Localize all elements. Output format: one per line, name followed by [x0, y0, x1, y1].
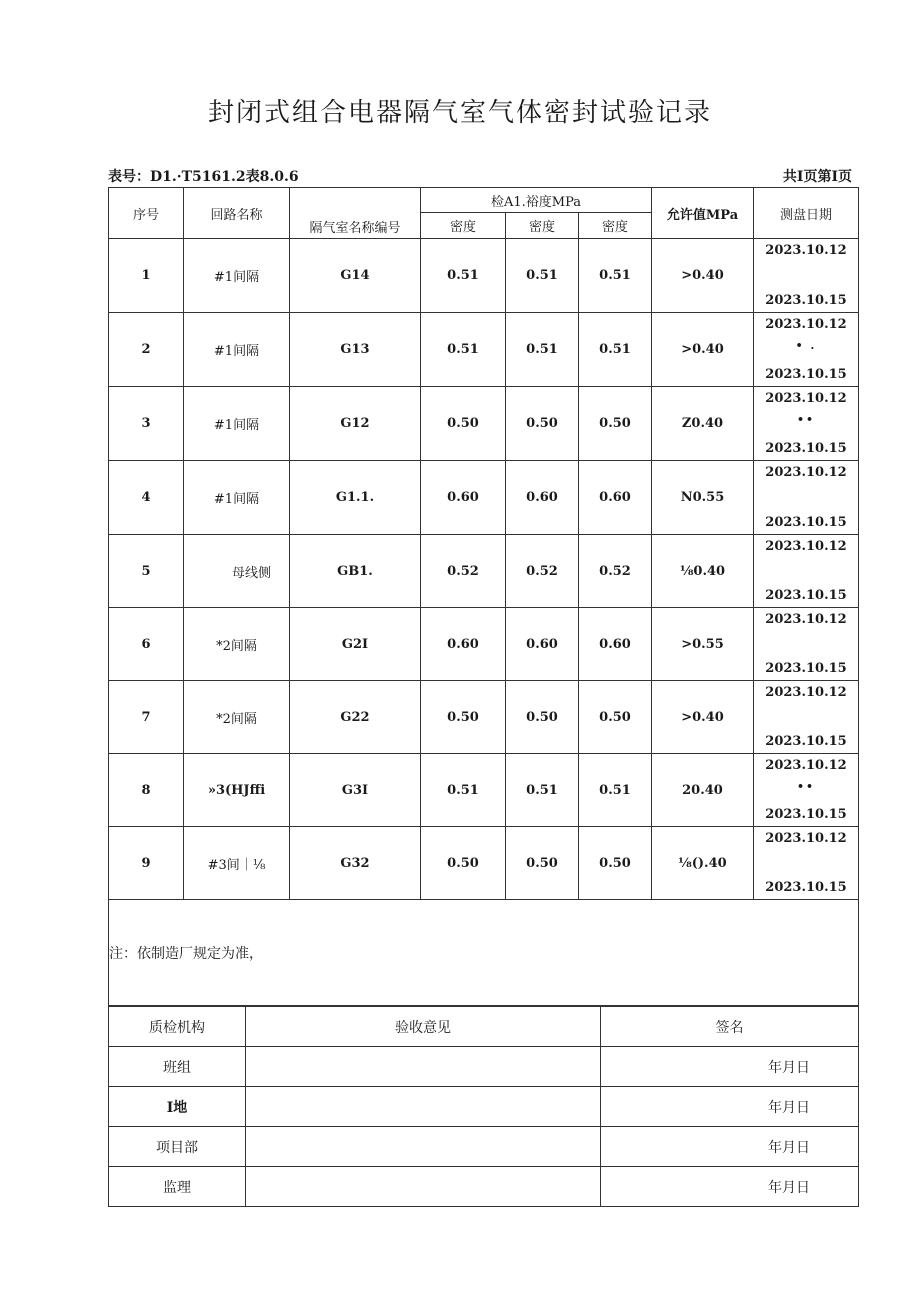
- density-cell: 0.60: [421, 608, 506, 681]
- sign-header-org: 质检机构: [109, 1007, 246, 1047]
- header-density-3: 密度: [579, 213, 652, 239]
- date-end: 2023.10.15: [765, 880, 847, 895]
- circuit-cell: *2间隔: [184, 681, 290, 754]
- sign-header-signature: 签名: [601, 1007, 859, 1047]
- sign-row: [109, 1167, 859, 1207]
- density-cell: 0.60: [421, 461, 506, 535]
- density-cell: 0.60: [579, 461, 652, 535]
- sign-date[interactable]: 年月日: [601, 1167, 859, 1207]
- seq-cell: 3: [109, 387, 184, 461]
- density-cell: 0.50: [421, 827, 506, 900]
- date-cell: [754, 681, 859, 754]
- circuit-cell: *2间隔: [184, 608, 290, 681]
- page-info: 共I页第I页: [782, 169, 852, 185]
- density-cell: 0.51: [506, 313, 579, 387]
- sign-row: [109, 1127, 859, 1167]
- density-cell: 0.51: [421, 239, 506, 313]
- chamber-cell: G32: [290, 827, 421, 900]
- sign-org: I地: [109, 1087, 246, 1127]
- seq-cell: 2: [109, 313, 184, 387]
- density-cell: 0.51: [579, 754, 652, 827]
- density-cell: 0.51: [421, 754, 506, 827]
- table-row: [109, 387, 859, 461]
- opinion-field[interactable]: [246, 1127, 601, 1167]
- date-start: 2023.10.12: [765, 758, 847, 773]
- sign-date[interactable]: 年月日: [601, 1047, 859, 1087]
- density-cell: 0.60: [506, 608, 579, 681]
- chamber-cell: G1.1.: [290, 461, 421, 535]
- header-density-1: 密度: [421, 213, 506, 239]
- date-start: 2023.10.12: [765, 612, 847, 627]
- date-cell: [754, 754, 859, 827]
- allowed-cell: >0.55: [652, 608, 754, 681]
- header-seq: 序号: [109, 188, 184, 239]
- date-cell: [754, 608, 859, 681]
- density-cell: 0.60: [506, 461, 579, 535]
- sign-org: 班组: [109, 1047, 246, 1087]
- density-cell: 0.52: [421, 535, 506, 608]
- date-separator: ••: [796, 780, 816, 793]
- density-cell: 0.50: [421, 387, 506, 461]
- sign-row: [109, 1047, 859, 1087]
- header-date: 测盘日期: [754, 188, 859, 239]
- date-start: 2023.10.12: [765, 539, 847, 554]
- table-row: [109, 535, 859, 608]
- seq-cell: 9: [109, 827, 184, 900]
- circuit-cell: #1间隔: [184, 313, 290, 387]
- header-density-group: 检A1.裕度MPa: [421, 188, 652, 213]
- header-allowed: 允许值MPa: [652, 188, 754, 239]
- date-end: 2023.10.15: [765, 367, 847, 382]
- test-record-table: [108, 187, 859, 1006]
- sign-org: 监理: [109, 1167, 246, 1207]
- sign-table: [108, 1006, 859, 1207]
- sign-row: [109, 1087, 859, 1127]
- opinion-field[interactable]: [246, 1087, 601, 1127]
- sign-header-opinion: 验收意见: [246, 1007, 601, 1047]
- date-cell: [754, 827, 859, 900]
- circuit-cell: 母线侧: [184, 535, 290, 608]
- sign-org: 项目部: [109, 1127, 246, 1167]
- date-start: 2023.10.12: [765, 685, 847, 700]
- allowed-cell: >0.40: [652, 313, 754, 387]
- density-cell: 0.50: [579, 387, 652, 461]
- date-cell: [754, 535, 859, 608]
- date-end: 2023.10.15: [765, 734, 847, 749]
- date-start: 2023.10.12: [765, 317, 847, 332]
- circuit-cell: #1间隔: [184, 239, 290, 313]
- date-separator: • .: [795, 339, 817, 352]
- header-circuit: 回路名称: [184, 188, 290, 239]
- date-end: 2023.10.15: [765, 588, 847, 603]
- opinion-field[interactable]: [246, 1167, 601, 1207]
- chamber-cell: G14: [290, 239, 421, 313]
- density-cell: 0.51: [579, 313, 652, 387]
- table-row: [109, 313, 859, 387]
- header-density-2: 密度: [506, 213, 579, 239]
- page-title: 封闭式组合电器隔气室气体密封试验记录: [207, 98, 712, 128]
- seq-cell: 4: [109, 461, 184, 535]
- date-end: 2023.10.15: [765, 661, 847, 676]
- chamber-cell: G2I: [290, 608, 421, 681]
- date-cell: [754, 313, 859, 387]
- sign-date[interactable]: 年月日: [601, 1127, 859, 1167]
- seq-cell: 8: [109, 754, 184, 827]
- density-cell: 0.51: [506, 239, 579, 313]
- table-row: [109, 681, 859, 754]
- density-cell: 0.50: [506, 827, 579, 900]
- chamber-cell: G3I: [290, 754, 421, 827]
- density-cell: 0.52: [579, 535, 652, 608]
- date-cell: [754, 239, 859, 313]
- seq-cell: 6: [109, 608, 184, 681]
- opinion-field[interactable]: [246, 1047, 601, 1087]
- circuit-cell: »3(HJffi: [184, 754, 290, 827]
- chamber-cell: GB1.: [290, 535, 421, 608]
- density-cell: 0.51: [421, 313, 506, 387]
- density-cell: 0.60: [579, 608, 652, 681]
- table-row: [109, 608, 859, 681]
- density-cell: 0.50: [421, 681, 506, 754]
- allowed-cell: N0.55: [652, 461, 754, 535]
- density-cell: 0.51: [579, 239, 652, 313]
- circuit-cell: #1间隔: [184, 461, 290, 535]
- date-end: 2023.10.15: [765, 441, 847, 456]
- header-chamber: 隔气室名称编号: [290, 188, 421, 239]
- date-end: 2023.10.15: [765, 515, 847, 530]
- circuit-cell: #1间隔: [184, 387, 290, 461]
- form-number: 表号：D1.·T5161.2表8.0.6: [108, 169, 299, 185]
- date-start: 2023.10.12: [765, 465, 847, 480]
- density-cell: 0.50: [579, 681, 652, 754]
- date-cell: [754, 461, 859, 535]
- sign-date[interactable]: 年月日: [601, 1087, 859, 1127]
- table-row: [109, 754, 859, 827]
- date-start: 2023.10.12: [765, 391, 847, 406]
- date-start: 2023.10.12: [765, 831, 847, 846]
- density-cell: 0.50: [579, 827, 652, 900]
- date-separator: ••: [796, 413, 816, 426]
- chamber-cell: G12: [290, 387, 421, 461]
- date-start: 2023.10.12: [765, 243, 847, 258]
- density-cell: 0.51: [506, 754, 579, 827]
- allowed-cell: 20.40: [652, 754, 754, 827]
- note: 注：依制造厂规定为准，: [109, 900, 859, 1006]
- chamber-cell: G13: [290, 313, 421, 387]
- density-cell: 0.52: [506, 535, 579, 608]
- date-end: 2023.10.15: [765, 807, 847, 822]
- density-cell: 0.50: [506, 387, 579, 461]
- table-row: [109, 827, 859, 900]
- table-row: [109, 461, 859, 535]
- allowed-cell: >0.40: [652, 681, 754, 754]
- table-row: [109, 239, 859, 313]
- allowed-cell: ⅛0.40: [652, 535, 754, 608]
- chamber-cell: G22: [290, 681, 421, 754]
- date-cell: [754, 387, 859, 461]
- circuit-cell: #3间｜⅛: [184, 827, 290, 900]
- density-cell: 0.50: [506, 681, 579, 754]
- allowed-cell: Z0.40: [652, 387, 754, 461]
- seq-cell: 1: [109, 239, 184, 313]
- seq-cell: 7: [109, 681, 184, 754]
- allowed-cell: >0.40: [652, 239, 754, 313]
- seq-cell: 5: [109, 535, 184, 608]
- date-end: 2023.10.15: [765, 293, 847, 308]
- allowed-cell: ⅛().40: [652, 827, 754, 900]
